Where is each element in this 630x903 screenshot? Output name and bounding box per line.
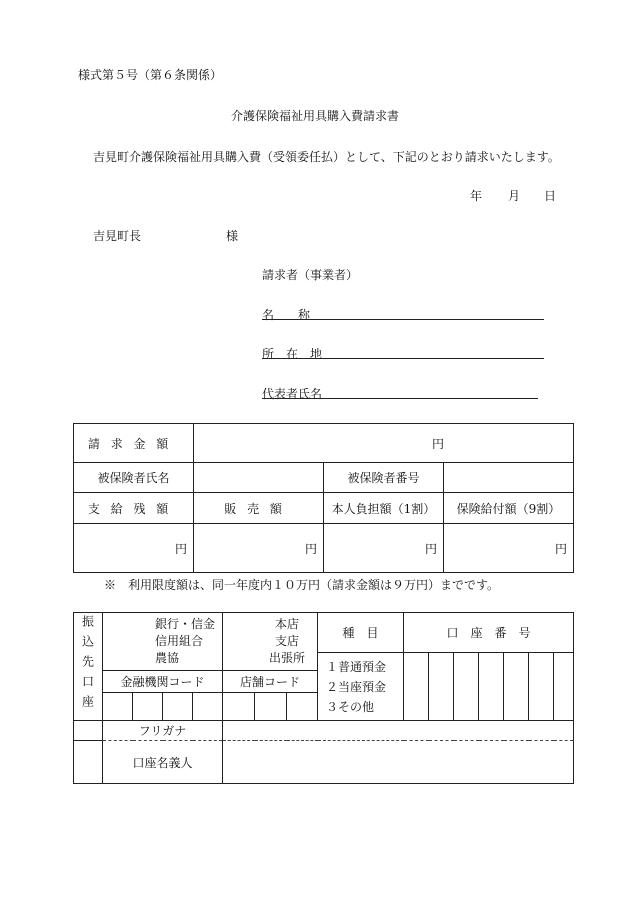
- balance-label: 支給残額: [74, 493, 194, 524]
- addressee-honorific: 様: [226, 229, 239, 243]
- date-year: 年: [470, 189, 483, 203]
- self-pay-label: 本人負担額（1割）: [324, 493, 444, 524]
- bank-type-cell[interactable]: [103, 613, 223, 671]
- account-type-header: 種 目: [318, 613, 404, 653]
- sales-field[interactable]: 円: [194, 524, 324, 573]
- bank-table: [73, 612, 574, 784]
- claim-amount-field[interactable]: [194, 424, 574, 463]
- branch-type-main: 本店: [275, 617, 300, 631]
- date-day: 日: [544, 189, 557, 203]
- claimant-address-line[interactable]: [262, 358, 544, 359]
- insured-name-label: 被保険者氏名: [74, 463, 194, 493]
- branch-type-cell[interactable]: [223, 613, 318, 671]
- insurance-pay-field[interactable]: 円: [444, 524, 574, 573]
- self-pay-field[interactable]: 円: [324, 524, 444, 573]
- date-month: 月: [508, 189, 521, 203]
- insured-number-label: 被保険者番号: [324, 463, 444, 493]
- branch-type-office: 出張所: [269, 651, 306, 665]
- branch-code-digit-2[interactable]: [255, 693, 287, 721]
- yen-unit: 円: [432, 436, 445, 451]
- account-digit-1[interactable]: [404, 653, 429, 721]
- bank-code-label: 金融機関コード: [103, 671, 223, 693]
- limit-note: ※ 利用限度額は、同一年度内１０万円（請求金額は９万円）までです。: [104, 578, 500, 592]
- branch-type-branch: 支店: [275, 634, 300, 648]
- addressee-name: 吉見町長: [93, 229, 142, 243]
- claim-amount-label: 請求金額: [74, 424, 194, 463]
- claimant-rep-line[interactable]: [262, 398, 538, 399]
- bank-type-credit-union: 信用組合: [155, 634, 204, 648]
- insured-name-field[interactable]: [194, 463, 324, 493]
- balance-field[interactable]: 円: [74, 524, 194, 573]
- transfer-account-label: 振込先口座: [74, 613, 103, 721]
- furigana-field[interactable]: [223, 721, 574, 741]
- bank-code-digit-3[interactable]: [163, 693, 193, 721]
- insured-number-field[interactable]: [444, 463, 574, 493]
- account-digit-6[interactable]: [529, 653, 554, 721]
- insurance-pay-label: 保険給付額（9割）: [444, 493, 574, 524]
- branch-code-digit-1[interactable]: [223, 693, 255, 721]
- claimant-address-label: 所 在 地: [262, 347, 323, 361]
- claimant-name-label: 名 称: [262, 308, 311, 322]
- account-digit-2[interactable]: [429, 653, 454, 721]
- transfer-label-spacer-2: [74, 741, 103, 784]
- branch-code-digit-3[interactable]: [287, 693, 318, 721]
- account-type-current: ２当座預金: [326, 679, 387, 694]
- claim-table: [73, 423, 574, 573]
- form-number: 様式第５号（第６条関係）: [78, 68, 223, 82]
- claimant-heading: 請求者（事業者）: [262, 268, 359, 282]
- furigana-label: フリガナ: [103, 721, 223, 741]
- account-digit-7[interactable]: [554, 653, 574, 721]
- bank-type-bank: 銀行・信金: [155, 617, 216, 631]
- sales-label: 販売額: [194, 493, 324, 524]
- account-digit-3[interactable]: [454, 653, 479, 721]
- account-holder-label: 口座名義人: [103, 741, 223, 784]
- bank-code-digit-1[interactable]: [103, 693, 133, 721]
- claimant-rep-label: 代表者氏名: [262, 387, 323, 401]
- transfer-label-spacer: [74, 721, 103, 741]
- branch-code-label: 店舗コード: [223, 671, 318, 693]
- account-digit-5[interactable]: [504, 653, 529, 721]
- account-type-options[interactable]: [318, 653, 404, 721]
- account-holder-field[interactable]: [223, 741, 574, 784]
- bank-code-digit-2[interactable]: [133, 693, 163, 721]
- bank-code-digit-4[interactable]: [193, 693, 223, 721]
- intro-text: 吉見町介護保険福祉用具購入費（受領委任払）として、下記のとおり請求いたします。: [93, 150, 560, 164]
- claimant-name-line[interactable]: [262, 319, 544, 320]
- account-number-header: 口 座 番 号: [404, 613, 574, 653]
- account-type-other: ３その他: [326, 699, 375, 714]
- account-digit-4[interactable]: [479, 653, 504, 721]
- account-type-ordinary: １普通預金: [326, 659, 387, 674]
- form-title: 介護保険福祉用具購入費請求書: [230, 109, 399, 123]
- bank-type-agri: 農協: [155, 651, 180, 665]
